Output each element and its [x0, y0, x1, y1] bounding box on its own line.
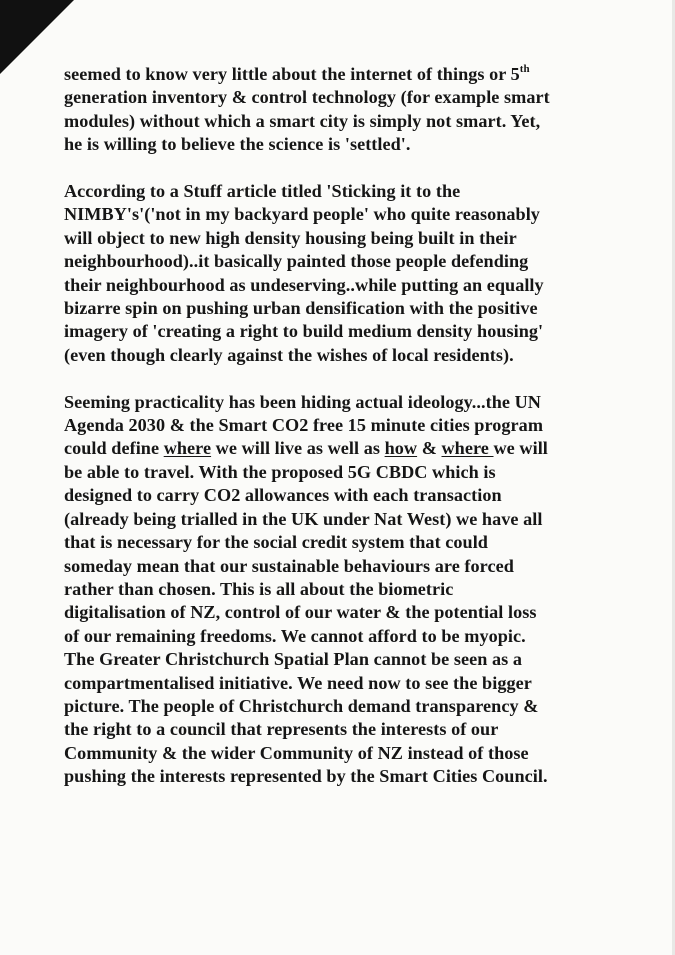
- paragraph-3-line-2: Agenda 2030 & the Smart CO2 free 15 minute cities program: [64, 415, 544, 436]
- paragraph-3-line-13: compartmentalised initiative. We need now to see the bigger: [64, 672, 532, 693]
- paragraph-1-line-3: modules) without which a smart city is simply not smart. Yet,: [64, 110, 541, 131]
- paragraph-3-line-5: designed to carry CO2 allowances with each transaction: [64, 485, 502, 506]
- paragraph-3-line-8: someday mean that our sustainable behaviours are forced: [64, 555, 514, 576]
- paragraph-2-line-5: their neighbourhood as undeserving..while putting an equally: [64, 274, 544, 295]
- paragraph-3-line-14: picture. The people of Christchurch demand transparency &: [64, 695, 539, 716]
- paragraph-3-line-3-end: we will: [493, 438, 548, 459]
- paragraph-1-line-1-text: seemed to know very little about the internet of things or 5: [64, 64, 520, 84]
- paragraph-2: [64, 180, 624, 367]
- paragraph-1-line-4: he is willing to believe the science is 'settled'.: [64, 134, 411, 155]
- paragraph-3-line-4: be able to travel. With the proposed 5G CBDC which is: [64, 461, 496, 482]
- document-body: [64, 63, 624, 812]
- underlined-where-1: where: [163, 438, 212, 459]
- paragraph-2-line-6: bizarre spin on pushing urban densification with the positive: [64, 298, 538, 319]
- paragraph-2-line-8: (even though clearly against the wishes of local residents).: [64, 344, 514, 365]
- paragraph-2-line-2: NIMBY's'('not in my backyard people' who quite reasonably: [64, 204, 540, 225]
- paragraph-3-line-17: pushing the interests represented by the Smart Cities Council.: [64, 766, 548, 787]
- paragraph-3-line-15: the right to a council that represents the interests of our: [64, 719, 499, 740]
- paragraph-1: [64, 63, 624, 157]
- paragraph-3-line-10: digitalisation of NZ, control of our water & the potential loss: [64, 602, 537, 623]
- paragraph-2-line-7: imagery of 'creating a right to build medium density housing': [64, 321, 544, 342]
- paragraph-1-line-2: generation inventory & control technology (for example smart: [64, 87, 550, 108]
- paragraph-3-line-3-start: could define: [64, 438, 164, 459]
- paragraph-3-line-11: of our remaining freedoms. We cannot afford to be myopic.: [64, 625, 526, 646]
- underlined-where-2: where: [441, 438, 494, 459]
- paragraph-3-line-9: rather than chosen. This is all about the biometric: [64, 578, 454, 599]
- paragraph-3-line-6: (already being trialled in the UK under Nat West) we have all: [64, 508, 543, 529]
- paragraph-2-line-3: will object to new high density housing being built in their: [64, 227, 517, 248]
- paragraph-3-line-3-ampersand: &: [417, 438, 442, 459]
- paragraph-3-line-1: Seeming practicality has been hiding actual ideology...the UN: [64, 391, 541, 412]
- paragraph-3-line-7: that is necessary for the social credit system that could: [64, 532, 488, 553]
- paragraph-3-line-3: [64, 437, 624, 460]
- underlined-how: how: [384, 438, 418, 459]
- folded-corner-mark: [0, 0, 74, 74]
- paragraph-2-line-1: According to a Stuff article titled 'Sticking it to the: [64, 181, 461, 202]
- paragraph-2-line-4: neighbourhood)..it basically painted those people defending: [64, 251, 529, 272]
- paragraph-3-line-12: The Greater Christchurch Spatial Plan cannot be seen as a: [64, 649, 523, 670]
- paragraph-3-line-3-middle: we will live as well as: [211, 438, 385, 459]
- paragraph-1-line-1: [64, 63, 624, 86]
- paragraph-3: [64, 391, 624, 789]
- fifth-superscript: th: [519, 63, 530, 75]
- paragraph-3-line-16: Community & the wider Community of NZ instead of those: [64, 742, 529, 763]
